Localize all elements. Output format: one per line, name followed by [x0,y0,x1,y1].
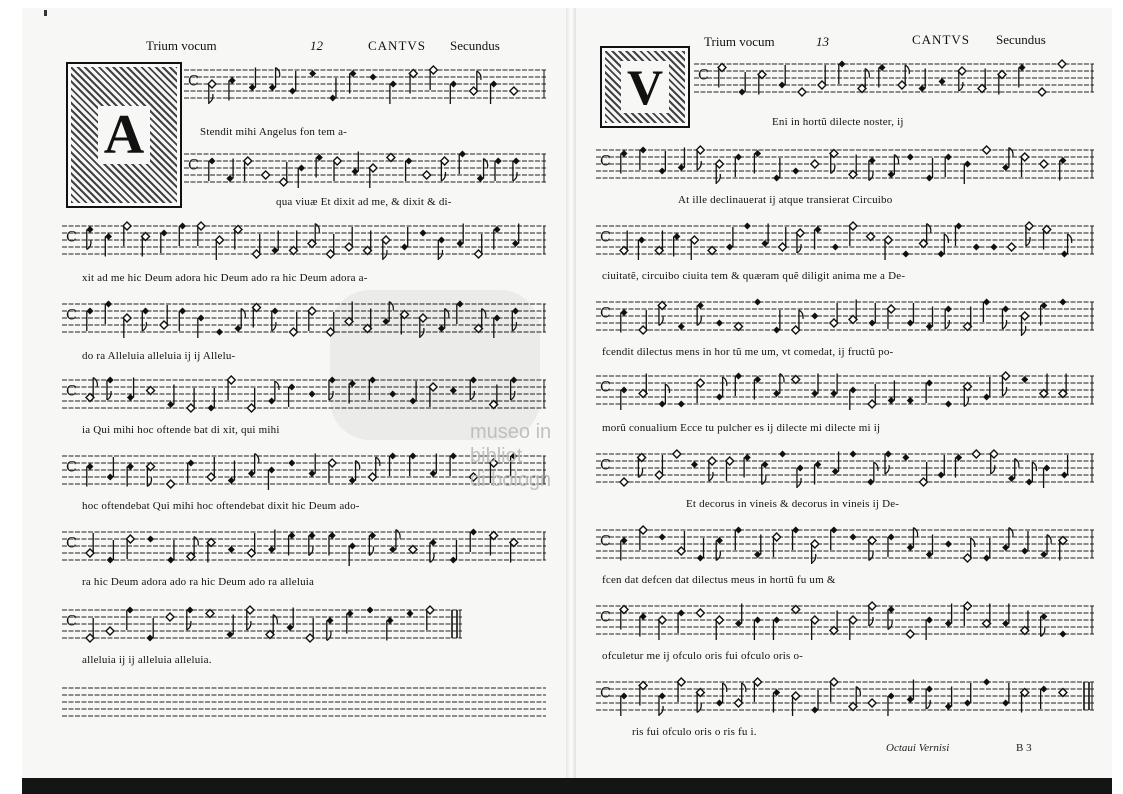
staff-drawing [596,600,1094,640]
staff-drawing [596,144,1094,184]
left-page-number: 12 [310,38,323,53]
right-lyric-2: At ille declinauerat ij atque transierat Circuibo [678,194,893,206]
left-header-title: CANTVS [368,38,427,53]
right-lyric-6: Et decorus in vineis & decorus in vineis ij De- [686,498,900,510]
svg-text:C: C [188,73,199,90]
right-lyric-7: fcen dat defcen dat dilectus meus in hortũ fu um & [602,574,836,586]
left-staff-1 [184,64,546,104]
staff-drawing [62,220,546,260]
right-header-voices: Trium vocum [704,34,775,49]
svg-text:C: C [188,157,199,174]
staff-drawing [62,604,462,644]
right-lyric-3: ciuitatẽ, circuibo ciuita tem & quæram quẽ diligit anima me a De- [602,270,906,282]
svg-text:C: C [66,307,77,324]
right-header-part: Secundus [996,32,1046,47]
right-staff-7 [596,524,1094,564]
right-staff-9 [596,676,1094,716]
svg-text:C: C [600,153,611,170]
staff-drawing [694,58,1094,98]
staff-drawing [596,524,1094,564]
left-lyric-1: Stendit mihi Angelus fon tem a- [200,126,348,138]
staff-drawing [184,148,546,188]
right-initial-capital [600,46,690,128]
right-page [576,8,1112,778]
right-lyric-1: Eni in hortũ dilecte noster, ij [772,116,904,128]
left-lyric-6: hoc oftendebat Qui mihi hoc oftendebat dixit hic Deum ado- [82,500,360,512]
svg-text:C: C [66,459,77,476]
staff-drawing [596,448,1094,488]
svg-text:C: C [698,67,709,84]
left-header-voices: Trium vocum [146,38,217,53]
left-staff-2 [184,148,546,188]
svg-text:C: C [66,535,77,552]
staff-drawing [596,676,1094,716]
initial-letter: V [621,61,669,113]
right-lyric-4: fcendit dilectus mens in hor tũ me um, vt comedat, ij fructũ po- [602,346,894,358]
staff-drawing [62,526,546,566]
scan-bottom-edge [22,778,1112,794]
watermark-line-2: bibliot [470,445,523,467]
right-lyric-5: morũ conualium Ecce tu pulcher es ij dilecte mi dilecte mi ij [602,422,881,434]
left-staff-5 [62,374,546,414]
left-staff-7 [62,526,546,566]
right-page-number: 13 [816,34,829,49]
right-staff-2 [596,144,1094,184]
printer-signature: Octaui Vernisi [886,742,950,754]
left-lyric-7: ra hic Deum adora ado ra hic Deum ado ra alleluia [82,576,315,588]
left-staff-8 [62,604,462,644]
book-gutter [566,8,576,782]
right-lyric-8: ofculetur me ij ofculo oris fui ofculo oris o- [602,650,804,662]
right-staff-8 [596,600,1094,640]
left-lyric-4: do ra Alleluia alleluia ij ij Allelu- [82,350,236,362]
right-lyric-9: ris fui ofculo oris o ris fu i. [632,726,757,738]
left-initial-capital [66,62,182,208]
right-staff-3 [596,220,1094,260]
left-staff-3 [62,220,546,260]
right-staff-6 [596,448,1094,488]
left-lyric-2: qua viuæ Et dixit ad me, & dixit & di- [276,196,452,208]
staff-drawing [184,64,546,104]
right-staff-5 [596,370,1094,410]
staff-drawing [596,296,1094,336]
staff-drawing [62,374,546,414]
svg-text:C: C [600,379,611,396]
left-lyric-3: xit ad me hic Deum adora hic Deum ado ra hic Deum adora a- [82,272,368,284]
watermark-line-1: museo in [470,421,552,443]
svg-text:C: C [600,305,611,322]
svg-text:C: C [600,229,611,246]
right-header-title: CANTVS [912,32,971,47]
left-staff-empty [62,682,546,722]
svg-text:C: C [66,613,77,630]
staff-drawing [596,370,1094,410]
watermark-text [470,420,551,492]
watermark-line-3: di bologn [470,469,552,491]
svg-text:C: C [600,685,611,702]
right-staff-1 [694,58,1094,98]
svg-text:C: C [600,457,611,474]
sheet-signature: B 3 [1016,742,1032,754]
svg-text:C: C [600,609,611,626]
initial-letter: A [98,106,150,164]
left-page [22,8,566,778]
staff-drawing [596,220,1094,260]
svg-text:C: C [600,533,611,550]
right-staff-4 [596,296,1094,336]
staff-drawing [62,682,546,722]
left-header-part: Secundus [450,38,500,53]
left-lyric-8: alleluia ij ij alleluia alleluia. [82,654,212,666]
left-staff-4 [62,298,546,338]
svg-text:C: C [66,383,77,400]
left-lyric-5: ia Qui mihi hoc oftende bat di xit, qui mihi [82,424,280,436]
staff-drawing [62,298,546,338]
svg-text:C: C [66,229,77,246]
